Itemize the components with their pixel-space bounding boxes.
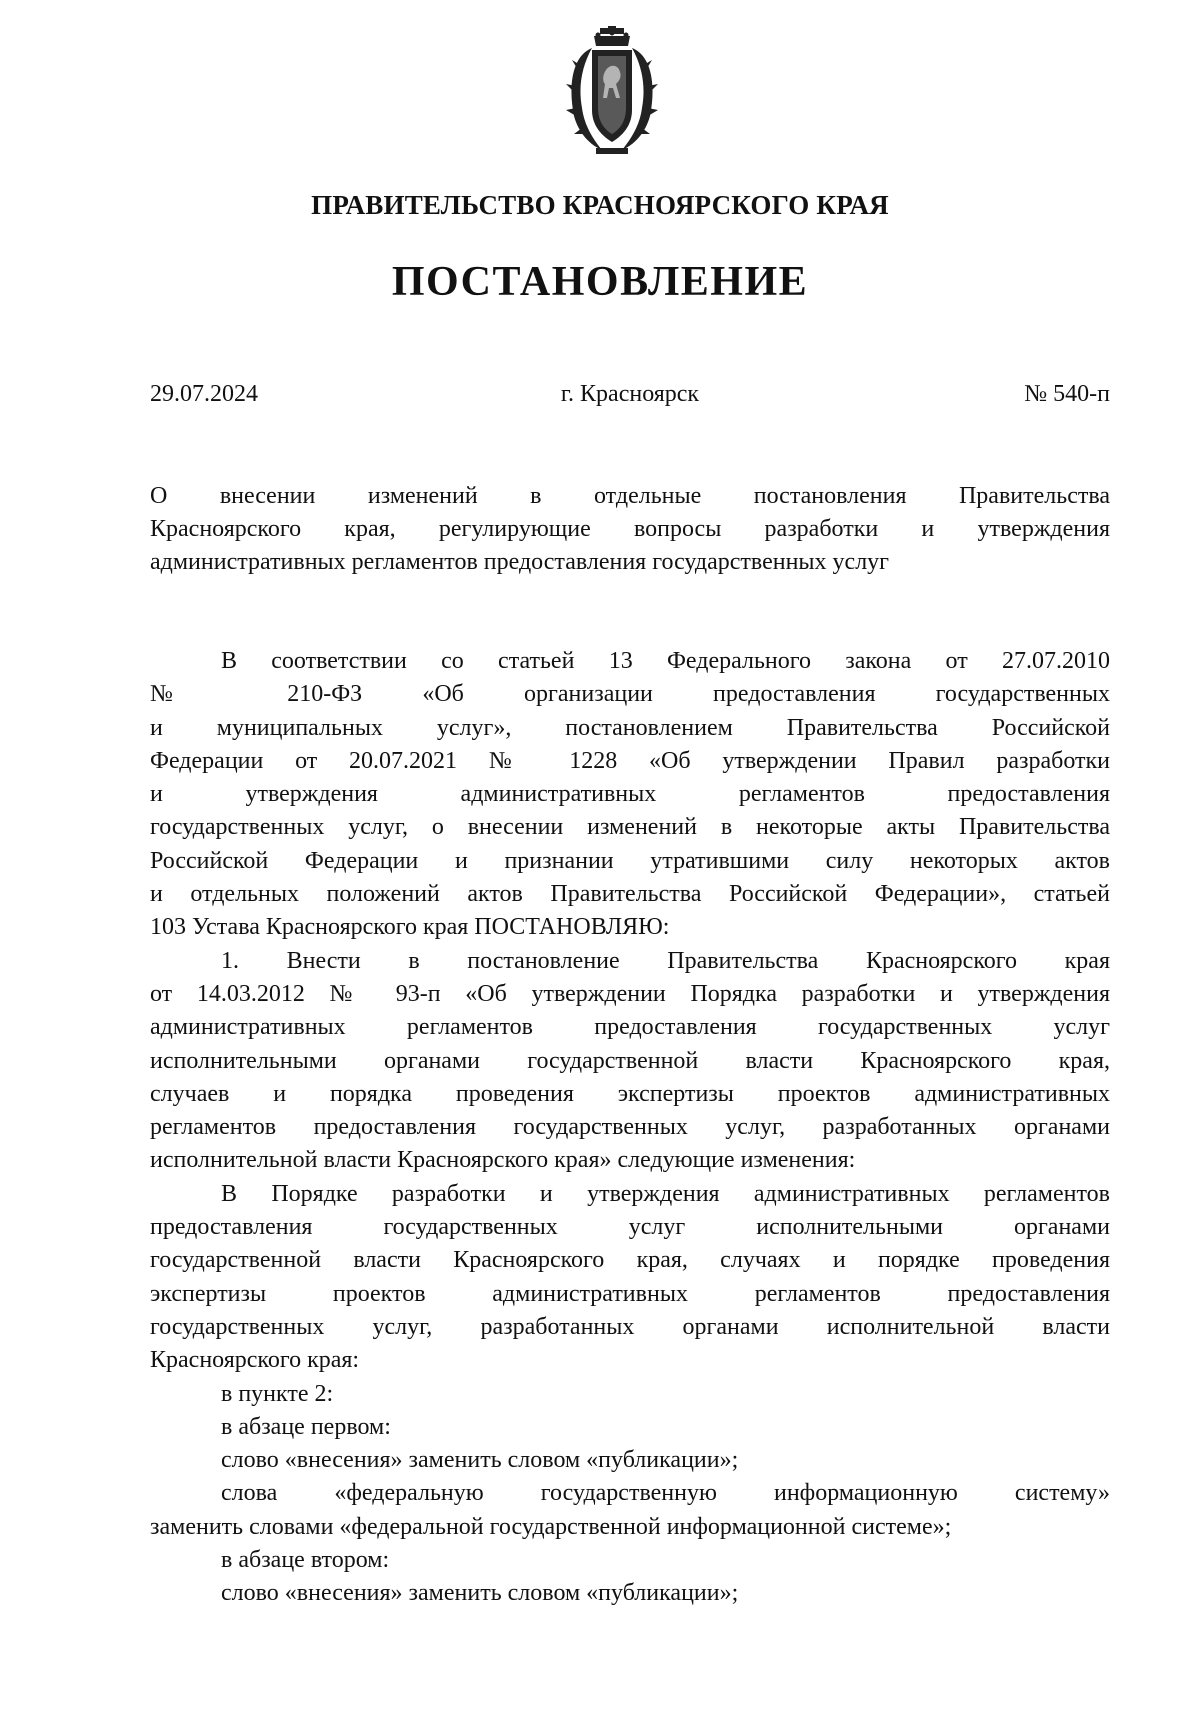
body-line: в абзаце втором: [221, 1547, 390, 1574]
subject-line: административных регламентов предоставления государственных услуг [150, 549, 890, 575]
document-meta-row [150, 381, 1110, 417]
body-line: и отдельных положений актов Правительства Российской Федерации», статьей [150, 881, 1110, 908]
body-line: в абзаце первом: [221, 1413, 391, 1440]
document-number: № 540-п [1024, 381, 1110, 407]
body-line: слова «федеральную государственную информационную систему» [221, 1480, 1110, 1507]
body-line: административных регламентов предоставления государственных услуг [150, 1014, 1110, 1041]
body-line: В Порядке разработки и утверждения административных регламентов [221, 1180, 1110, 1207]
body-line: Красноярского края: [150, 1347, 360, 1374]
subject-line: О внесении изменений в отдельные постановления Правительства [150, 483, 1110, 509]
body-line: 103 Устава Красноярского края ПОСТАНОВЛЯЮ: [150, 914, 670, 941]
body-line: № 210-ФЗ «Об организации предоставления государственных [150, 681, 1110, 708]
government-title: ПРАВИТЕЛЬСТВО КРАСНОЯРСКОГО КРАЯ [311, 190, 889, 220]
body-line: государственных услуг, разработанных органами исполнительной власти [150, 1313, 1110, 1340]
body-line: регламентов предоставления государственных услуг, разработанных органами [150, 1114, 1110, 1141]
document-type-title: ПОСТАНОВЛЕНИЕ [391, 259, 809, 305]
body-line: В соответствии со статьей 13 Федерального закона от 27.07.2010 [221, 648, 1110, 674]
body-line: и утверждения административных регламентов предоставления [150, 781, 1110, 808]
document-subject [150, 480, 1110, 579]
body-line: предоставления государственных услуг исполнительными органами [150, 1214, 1110, 1241]
body-line: и муниципальных услуг», постановлением Правительства Российской [150, 714, 1110, 741]
body-line: заменить словами «федеральной государственной информационной системе»; [150, 1513, 952, 1540]
body-line: экспертизы проектов административных регламентов предоставления [150, 1280, 1110, 1307]
body-line: Российской Федерации и признании утратившими силу некоторых актов [150, 847, 1110, 874]
body-line: в пункте 2: [221, 1380, 334, 1407]
subject-line: Красноярского края, регулирующие вопросы разработки и утверждения [150, 516, 1110, 542]
body-line: государственной власти Красноярского края, случаях и порядке проведения [150, 1247, 1110, 1274]
body-line: 1. Внести в постановление Правительства Красноярского края [221, 947, 1110, 974]
document-city: г. Красноярск [560, 381, 700, 407]
body-line: случаев и порядка проведения экспертизы проектов административных [150, 1080, 1110, 1107]
document-date: 29.07.2024 [150, 381, 258, 407]
body-line: государственных услуг, о внесении изменений в некоторые акты Правительства [150, 814, 1110, 841]
body-line: исполнительной власти Красноярского края» следующие изменения: [150, 1147, 856, 1174]
body-line: исполнительными органами государственной власти Красноярского края, [150, 1047, 1110, 1074]
coat-of-arms-emblem [562, 26, 662, 156]
document-body [150, 645, 1110, 1611]
body-line: от 14.03.2012 № 93-п «Об утверждении Порядка разработки и утверждения [150, 980, 1110, 1007]
body-line: Федерации от 20.07.2021 № 1228 «Об утверждении Правил разработки [150, 747, 1110, 774]
body-line: слово «внесения» заменить словом «публикации»; [221, 1580, 739, 1607]
body-line: слово «внесения» заменить словом «публикации»; [221, 1447, 739, 1474]
